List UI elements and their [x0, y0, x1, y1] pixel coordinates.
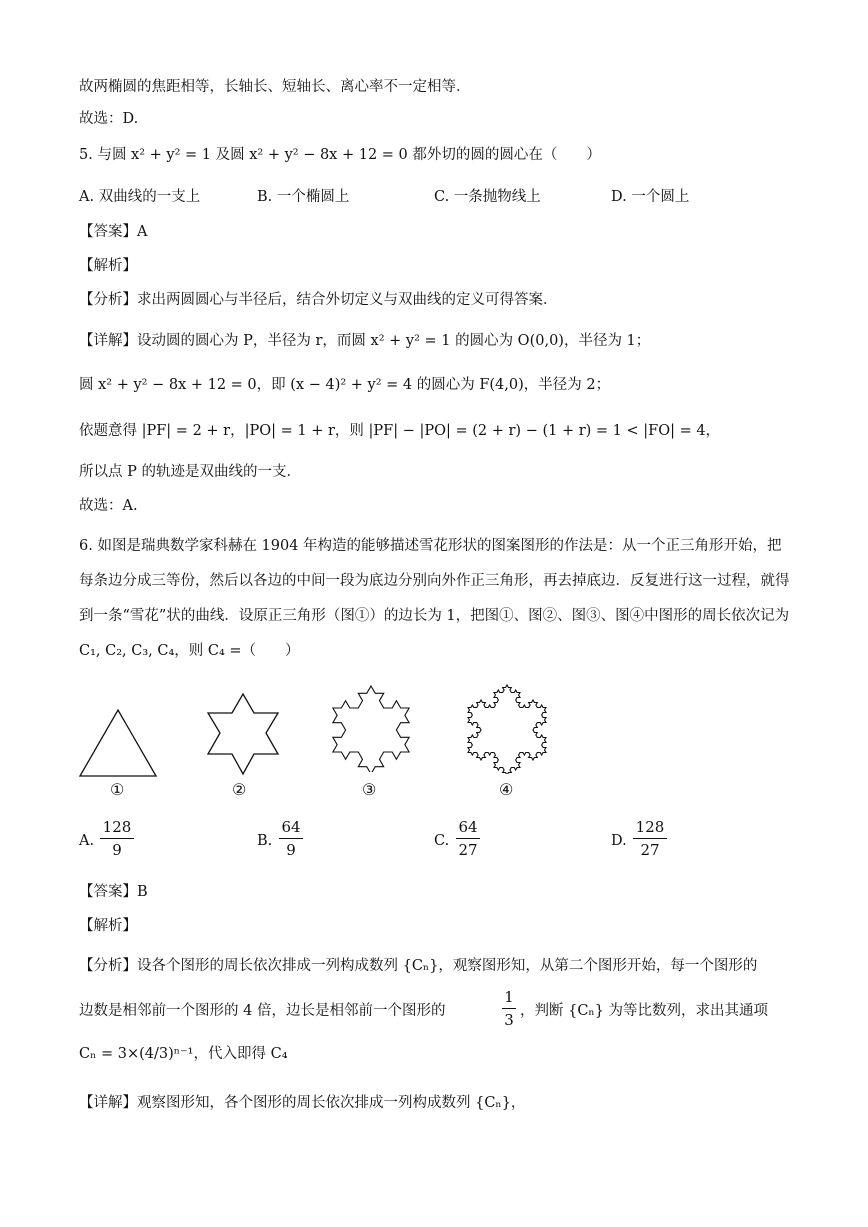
ratio-fraction: 1 3	[502, 988, 516, 1029]
koch-figure-2	[203, 692, 283, 784]
q6-option-c-fraction: 64 27	[456, 818, 480, 859]
answer-6: 【答案】B	[79, 884, 148, 900]
q6-option-c-letter: C.	[434, 833, 450, 849]
q5-option-c: C. 一条抛物线上	[434, 189, 541, 205]
conclusion-5: 故选：A.	[79, 498, 138, 514]
text-line: 故两椭圆的焦距相等，长轴长、短轴长、离心率不一定相等．	[79, 79, 471, 95]
detail-5-a: 【详解】设动圆的圆心为 P，半径为 r，而圆 x² + y² = 1 的圆心为 O(0,0)，半径为 1；	[79, 333, 651, 349]
analysis-6-a: 【分析】设各个图形的周长依次排成一列构成数列 {Cₙ}，观察图形知，从第二个图形开始，每一个图形的	[79, 958, 758, 974]
analysis-6-b-pre: 边数是相邻前一个图形的 4 倍，边长是相邻前一个图形的	[79, 1003, 446, 1019]
q6-option-b-fraction: 64 9	[279, 818, 303, 859]
figure-label-2: ②	[232, 780, 247, 799]
koch-figure-4	[460, 678, 554, 774]
q6-option-b-letter: B.	[257, 833, 273, 849]
koch-figure-1	[78, 708, 158, 780]
q6-option-a-letter: A.	[79, 833, 95, 849]
answer-5: 【答案】A	[79, 224, 148, 240]
figure-label-1: ①	[110, 780, 125, 799]
analysis-5: 【分析】求出两圆圆心与半径后，结合外切定义与双曲线的定义可得答案．	[79, 292, 558, 308]
q6-option-d-letter: D.	[611, 833, 627, 849]
analysis-heading-5: 【解析】	[79, 258, 137, 274]
detail-5-d: 所以点 P 的轨迹是双曲线的一支．	[79, 464, 301, 480]
detail-6: 【详解】观察图形知，各个图形的周长依次排成一列构成数列 {Cₙ}，	[79, 1095, 526, 1111]
analysis-6-c: Cₙ = 3×(4/3)ⁿ⁻¹，代入即得 C₄	[79, 1046, 288, 1062]
q5-option-b: B. 一个椭圆上	[257, 189, 350, 205]
koch-curve	[333, 686, 409, 772]
text-line: 故选：D.	[79, 111, 139, 127]
detail-5-c: 依题意得 |PF| = 2 + r，|PO| = 1 + r，则 |PF| − |PO| = (2 + r) − (1 + r) = 1 < |FO| = 4，	[79, 423, 721, 439]
analysis-6-b-post: ，判断 {Cₙ} 为等比数列，求出其通项	[520, 1003, 769, 1019]
q6-option-d-fraction: 128 27	[633, 818, 667, 859]
figure-label-4: ④	[499, 780, 514, 799]
q6-option-a-fraction: 128 9	[100, 818, 134, 859]
koch-curve	[468, 685, 546, 774]
analysis-heading-6: 【解析】	[79, 918, 137, 934]
question-6: 6. 如图是瑞典数学家科赫在 1904 年构造的能够描述雪花形状的图案图形的作法是：从一个正三角形开始，把每条边分成三等份，然后以各边的中间一段为底边分别向外作正三角形，再去掉底边．反复进行这一过程，就得到一条“雪花”状的曲线．设原正三角形（图①）的边长为 1，把图①、图②、图③、图④中图形的周长依次记为 C₁, C₂, C₃, C₄，则 C₄ =（ ）	[79, 538, 790, 659]
figure-label-3: ③	[362, 780, 377, 799]
detail-5-b: 圆 x² + y² − 8x + 12 = 0，即 (x − 4)² + y² = 4 的圆心为 F(4,0)，半径为 2；	[79, 377, 611, 393]
q5-option-d: D. 一个圆上	[611, 189, 690, 205]
question-5: 5. 与圆 x² + y² = 1 及圆 x² + y² − 8x + 12 = 0 都外切的圆的圆心在（ ）	[79, 147, 601, 163]
q5-option-a: A. 双曲线的一支上	[79, 189, 201, 205]
koch-figure-3	[325, 680, 417, 772]
